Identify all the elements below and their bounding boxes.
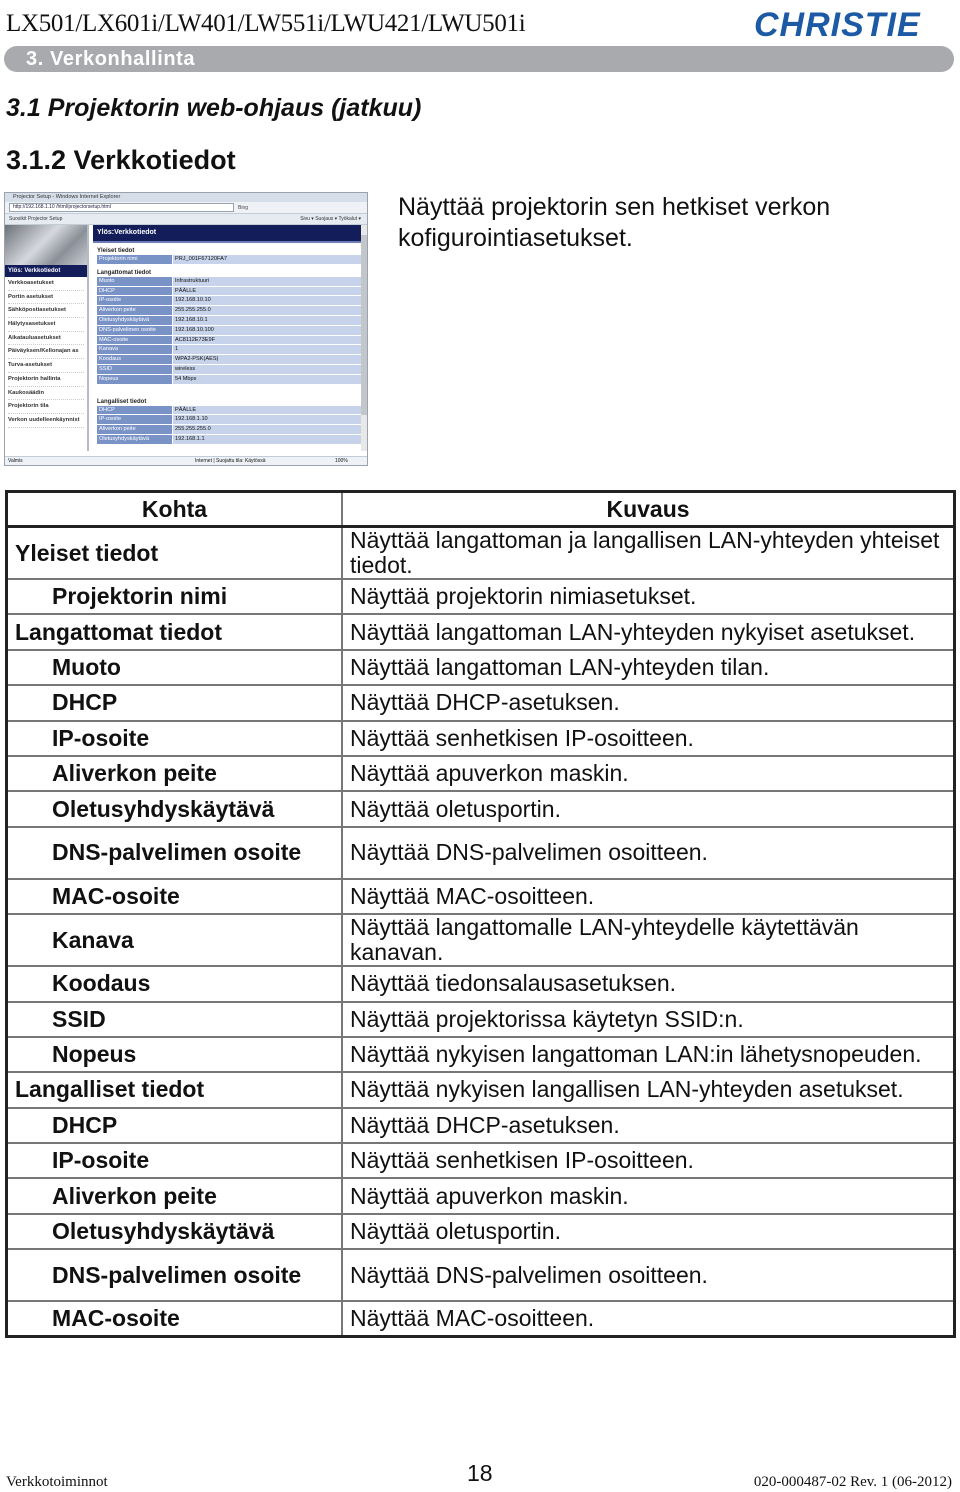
zoom-level[interactable]: 100% <box>335 458 348 464</box>
status-left: Valmis <box>8 458 23 464</box>
info-row <box>97 406 361 416</box>
table-row <box>7 650 955 685</box>
info-page-heading: Ylös:Verkkotiedot <box>93 225 361 241</box>
nav-item[interactable]: Portin asetukset <box>8 291 84 305</box>
table-row <box>7 791 955 826</box>
table-row <box>7 1143 955 1178</box>
info-value: PÄÄLLE <box>173 406 361 416</box>
description-cell: Näyttää DNS-palvelimen osoitteen. <box>342 827 955 879</box>
col-header-item: Kohta <box>7 492 343 527</box>
intro-text: Näyttää projektorin sen hetkiset verkon kofigurointiasetukset. <box>398 193 831 252</box>
description-cell: Näyttää oletusportin. <box>342 791 955 826</box>
info-key: Oletusyhdyskäytävä <box>97 316 172 326</box>
description-cell: Näyttää nykyisen langattoman LAN:in lähetysnopeuden. <box>342 1037 955 1072</box>
subsection-heading: 3.1 Projektorin web-ohjaus (jatkuu) <box>6 94 422 122</box>
info-value: PRJ_001F67120FA7 <box>173 255 361 265</box>
nav-item[interactable]: Projektorin tila <box>8 400 84 414</box>
info-key: DHCP <box>97 406 172 416</box>
info-value: 192.168.10.100 <box>173 326 361 336</box>
table-row <box>7 721 955 756</box>
scroll-thumb[interactable] <box>361 235 367 415</box>
table-row <box>7 614 955 649</box>
item-cell: IP-osoite <box>7 721 343 756</box>
item-cell: Aliverkon peite <box>7 1178 343 1213</box>
description-cell: Näyttää langattoman ja langallisen LAN-yhteyden yhteiset tiedot. <box>342 527 955 580</box>
info-row <box>97 425 361 435</box>
section-bar <box>4 46 954 72</box>
info-key: DHCP <box>97 287 172 297</box>
table-row <box>7 827 955 879</box>
status-zone: Internet | Suojattu tila: Käytössä <box>195 458 266 464</box>
info-row <box>97 287 361 297</box>
description-cell: Näyttää apuverkon maskin. <box>342 1178 955 1213</box>
nav-panel <box>5 225 89 451</box>
info-key: Projektorin nimi <box>97 255 172 265</box>
table-row <box>7 914 955 966</box>
table-row <box>7 1108 955 1143</box>
heading-underline <box>93 241 361 243</box>
info-row <box>97 326 361 336</box>
info-value: 192.168.1.1 <box>173 435 361 445</box>
nav-item[interactable]: Turva-asetukset <box>8 359 84 373</box>
info-row <box>97 355 361 365</box>
table-row <box>7 685 955 720</box>
info-row <box>97 306 361 316</box>
info-value: 54 Mbps <box>173 375 361 385</box>
item-cell: Aliverkon peite <box>7 756 343 791</box>
wired-rows <box>93 406 361 445</box>
info-value: Infrastruktuuri <box>173 277 361 287</box>
table-row <box>7 527 955 580</box>
info-table <box>5 490 956 1338</box>
info-row <box>97 316 361 326</box>
general-rows <box>93 255 361 265</box>
info-key: MAC-osoite <box>97 336 172 346</box>
info-value: wireless <box>173 365 361 375</box>
section-title: 3. Verkonhallinta <box>26 48 196 70</box>
browser-tabs <box>5 214 367 225</box>
item-cell: Langattomat tiedot <box>7 614 343 649</box>
item-cell: Langalliset tiedot <box>7 1072 343 1107</box>
description-cell: Näyttää tiedonsalausasetuksen. <box>342 966 955 1001</box>
info-row <box>97 296 361 306</box>
info-row <box>97 435 361 445</box>
description-cell: Näyttää DNS-palvelimen osoitteen. <box>342 1249 955 1301</box>
item-cell: Nopeus <box>7 1037 343 1072</box>
wireless-rows <box>93 277 361 385</box>
info-key: Nopeus <box>97 375 172 385</box>
info-row <box>97 365 361 375</box>
info-key: Aliverkon peite <box>97 306 172 316</box>
info-row <box>97 277 361 287</box>
nav-item[interactable]: Päiväyksen/Kellonajan as <box>8 345 84 359</box>
description-cell: Näyttää langattomalle LAN-yhteydelle käytettävän kanavan. <box>342 914 955 966</box>
info-key: DNS-palvelimen osoite <box>97 326 172 336</box>
nav-item-selected[interactable]: Ylös: Verkkotiedot <box>5 265 87 277</box>
info-key: Aliverkon peite <box>97 425 172 435</box>
wireless-group-label: Langattomat tiedot <box>97 269 151 276</box>
info-row <box>97 336 361 346</box>
nav-item[interactable]: Kaukosäädin <box>8 387 84 401</box>
info-row <box>97 415 361 425</box>
table-row <box>7 1037 955 1072</box>
description-cell: Näyttää nykyisen langallisen LAN-yhteyden asetukset. <box>342 1072 955 1107</box>
item-cell: Kanava <box>7 914 343 966</box>
table-row <box>7 1214 955 1249</box>
page-number: 18 <box>467 1460 493 1486</box>
table-row <box>7 1002 955 1037</box>
item-cell: Koodaus <box>7 966 343 1001</box>
wired-group-label: Langalliset tiedot <box>97 398 147 405</box>
table-row <box>7 879 955 914</box>
info-value: WPA2-PSK(AES) <box>173 355 361 365</box>
browser-tools[interactable]: Sivu ▾ Suojaus ▾ Työkalut ▾ <box>300 216 361 222</box>
info-value: AC8112E73E9F <box>173 336 361 346</box>
nav-item[interactable]: Sähköpostiasetukset <box>8 304 84 318</box>
tab-labels[interactable]: Suosikit Projector Setup <box>9 216 63 222</box>
browser-title: Projector Setup - Windows Internet Explorer <box>5 193 367 202</box>
item-cell: Projektorin nimi <box>7 579 343 614</box>
address-bar <box>5 202 367 214</box>
description-cell: Näyttää MAC-osoitteen. <box>342 1301 955 1336</box>
search-box[interactable]: Bing <box>238 204 249 211</box>
item-cell: IP-osoite <box>7 1143 343 1178</box>
item-cell: Oletusyhdyskäytävä <box>7 791 343 826</box>
description-cell: Näyttää projektorissa käytetyn SSID:n. <box>342 1002 955 1037</box>
item-cell: MAC-osoite <box>7 1301 343 1336</box>
info-row <box>97 375 361 385</box>
christie-logo: CHRISTIE <box>754 6 921 44</box>
col-header-description: Kuvaus <box>342 492 955 527</box>
info-key: IP-osoite <box>97 415 172 425</box>
info-value: 255.255.255.0 <box>173 306 361 316</box>
info-value: 255.255.255.0 <box>173 425 361 435</box>
section-heading: 3.1.2 Verkkotiedot <box>6 145 236 175</box>
nav-item[interactable]: Aikatauluasetukset <box>8 332 84 346</box>
info-value: 192.168.10.1 <box>173 316 361 326</box>
info-panel <box>93 225 361 451</box>
info-key: Kanava <box>97 345 172 355</box>
item-cell: MAC-osoite <box>7 879 343 914</box>
model-list: LX501/LX601i/LW401/LW551i/LWU421/LWU501i <box>6 10 526 37</box>
nav-item[interactable]: Verkkoasetukset <box>8 277 84 291</box>
item-cell: DNS-palvelimen osoite <box>7 827 343 879</box>
item-cell: DHCP <box>7 685 343 720</box>
description-cell: Näyttää senhetkisen IP-osoitteen. <box>342 721 955 756</box>
info-value: 192.168.10.10 <box>173 296 361 306</box>
description-cell: Näyttää langattoman LAN-yhteyden nykyiset asetukset. <box>342 614 955 649</box>
general-group-label: Yleiset tiedot <box>97 248 135 254</box>
doc-number: 020-000487-02 Rev. 1 (06-2012) <box>753 1474 952 1490</box>
scrollbar[interactable] <box>361 225 367 451</box>
info-key: SSID <box>97 365 172 375</box>
table-row <box>7 966 955 1001</box>
info-value: 1 <box>173 345 361 355</box>
table-row <box>7 1178 955 1213</box>
description-cell: Näyttää oletusportin. <box>342 1214 955 1249</box>
info-key: Oletusyhdyskäytävä <box>97 435 172 445</box>
projector-photo <box>5 225 87 265</box>
footer-chapter: Verkkotoiminnot <box>6 1474 108 1490</box>
info-value: 192.168.1.10 <box>173 415 361 425</box>
nav-item[interactable]: Verkon uudelleenkäynnist <box>8 414 84 428</box>
table-row <box>7 756 955 791</box>
address-field[interactable]: http://192.168.1.10 /html/projectorsetup.html <box>9 203 234 212</box>
item-cell: Yleiset tiedot <box>7 527 343 580</box>
table-row <box>7 1301 955 1336</box>
item-cell: DHCP <box>7 1108 343 1143</box>
item-cell: DNS-palvelimen osoite <box>7 1249 343 1301</box>
status-bar <box>5 456 367 465</box>
info-row <box>97 345 361 355</box>
table-row <box>7 1249 955 1301</box>
description-cell: Näyttää langattoman LAN-yhteyden tilan. <box>342 650 955 685</box>
item-cell: SSID <box>7 1002 343 1037</box>
info-value: PÄÄLLE <box>173 287 361 297</box>
info-key: IP-osoite <box>97 296 172 306</box>
nav-list <box>5 277 87 428</box>
item-cell: Muoto <box>7 650 343 685</box>
info-key: Koodaus <box>97 355 172 365</box>
item-cell: Oletusyhdyskäytävä <box>7 1214 343 1249</box>
browser-screenshot <box>4 192 368 466</box>
description-cell: Näyttää MAC-osoitteen. <box>342 879 955 914</box>
description-cell: Näyttää DHCP-asetuksen. <box>342 685 955 720</box>
description-cell: Näyttää DHCP-asetuksen. <box>342 1108 955 1143</box>
table-row <box>7 1072 955 1107</box>
description-cell: Näyttää apuverkon maskin. <box>342 756 955 791</box>
info-key: Muoto <box>97 277 172 287</box>
description-cell: Näyttää senhetkisen IP-osoitteen. <box>342 1143 955 1178</box>
info-row <box>97 255 361 265</box>
nav-item[interactable]: Projektorin hallinta <box>8 373 84 387</box>
nav-item[interactable]: Hälytysasetukset <box>8 318 84 332</box>
table-row <box>7 579 955 614</box>
description-cell: Näyttää projektorin nimiasetukset. <box>342 579 955 614</box>
